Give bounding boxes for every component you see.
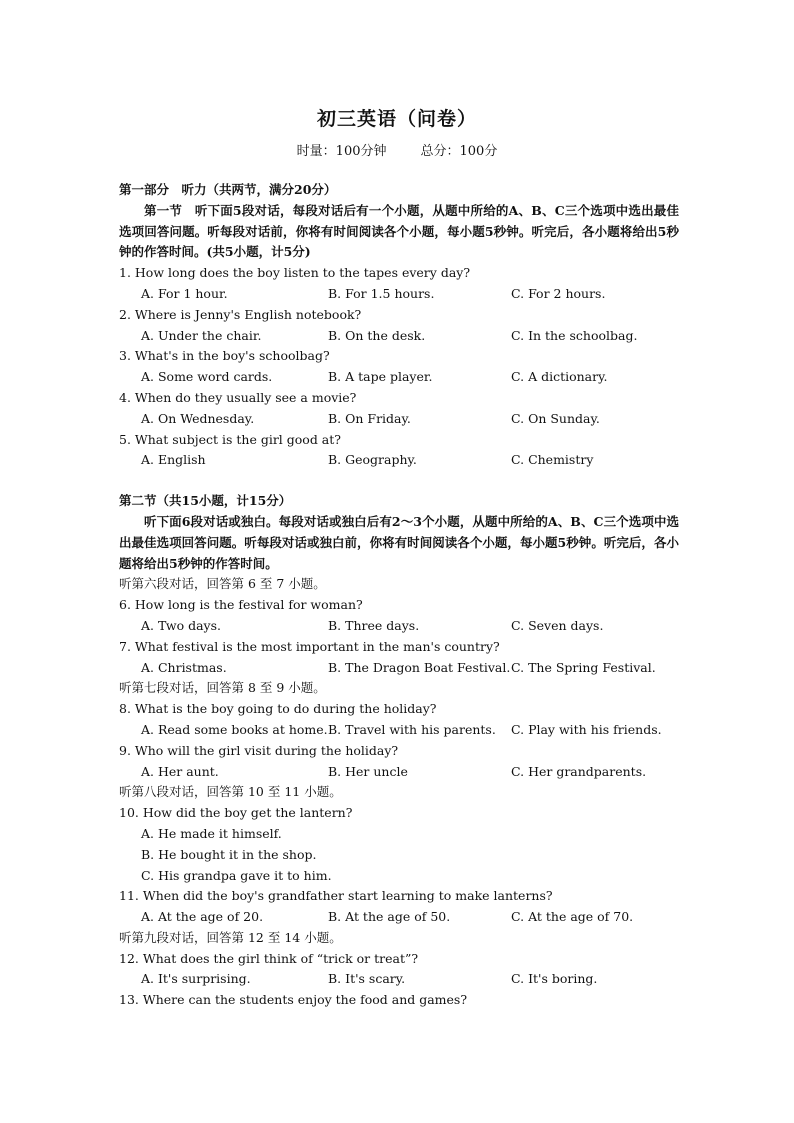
option-c: C. In the schoolbag. — [511, 327, 638, 343]
total-score: 总分：100分 — [420, 144, 498, 159]
question-11 — [119, 886, 679, 928]
option-b: B. Her uncle — [328, 763, 408, 779]
exam-info — [0, 140, 794, 159]
option-c: C. Her grandparents. — [511, 763, 647, 779]
question-text: 12. What does the girl think of “trick or treat”? — [119, 950, 419, 966]
question-1 — [119, 263, 679, 305]
option-a: A. Her aunt. — [141, 763, 219, 779]
options-row — [119, 409, 679, 430]
dialogue-8-note: 听第八段对话，回答第 10 至 11 小题。 — [119, 784, 342, 800]
option-c: C. A dictionary. — [511, 369, 608, 385]
option-b: B. At the age of 50. — [328, 909, 451, 925]
option-b: B. A tape player. — [328, 369, 433, 385]
option-b: B. Travel with his parents. — [328, 721, 496, 737]
option-b: B. He bought it in the shop. — [141, 846, 317, 862]
dialogue-6-note: 听第六段对话，回答第 6 至 7 小题。 — [119, 576, 326, 592]
options-row — [119, 969, 679, 990]
part1-heading: 第一部分 听力（共两节，满分20分） — [119, 182, 337, 197]
option-c: C. It's boring. — [511, 971, 598, 987]
page-title: 初三英语（问卷） — [316, 108, 477, 130]
option-c: C. Play with his friends. — [511, 721, 662, 737]
option-c: C. On Sunday. — [511, 410, 600, 426]
question-text: 3. What's in the boy's schoolbag? — [119, 348, 330, 364]
option-a: A. Christmas. — [141, 659, 227, 675]
option-a: A. It's surprising. — [141, 971, 251, 987]
question-text: 1. How long does the boy listen to the tapes every day? — [119, 265, 471, 281]
option-a: A. On Wednesday. — [141, 410, 255, 426]
dialogue-9-note: 听第九段对话，回答第 12 至 14 小题。 — [119, 929, 342, 945]
question-7 — [119, 637, 679, 679]
question-10 — [119, 803, 679, 886]
question-5 — [119, 430, 679, 472]
question-text: 10. How did the boy get the lantern? — [119, 805, 353, 821]
question-text: 5. What subject is the girl good at? — [119, 431, 341, 447]
option-a: A. Two days. — [141, 617, 221, 633]
question-text: 8. What is the boy going to do during the holiday? — [119, 701, 437, 717]
section2-instruction: 听下面6段对话或独白。每段对话或独白后有2～3个小题，从题中所给的A、B、C三个选项中选出最佳选项回答问题。听每段对话或独白前，你将有时间阅读各个小题，每小题5秒钟。听完后，各小题将给出5秒钟的作答时间。 — [119, 513, 679, 571]
question-3 — [119, 346, 679, 388]
options-row — [119, 326, 679, 347]
option-a: A. Under the chair. — [141, 327, 262, 343]
option-c: C. Chemistry — [511, 452, 594, 468]
section2-heading: 第二节（共15小题，计15分） — [119, 493, 292, 509]
option-a: A. Read some books at home. — [141, 721, 328, 737]
dialogue-7-note: 听第七段对话，回答第 8 至 9 小题。 — [119, 680, 326, 696]
question-4 — [119, 388, 679, 430]
option-a: A. English — [141, 452, 206, 468]
question-9 — [119, 741, 679, 783]
option-c: C. His grandpa gave it to him. — [141, 867, 332, 883]
option-b: B. Three days. — [328, 617, 420, 633]
option-a: A. He made it himself. — [141, 825, 282, 841]
option-c: C. The Spring Festival. — [511, 659, 656, 675]
question-6 — [119, 595, 679, 637]
options-row — [119, 907, 679, 928]
options-row — [119, 284, 679, 305]
question-text: 13. Where can the students enjoy the food and games? — [119, 992, 468, 1008]
question-text: 4. When do they usually see a movie? — [119, 389, 357, 405]
question-text: 9. Who will the girl visit during the holiday? — [119, 742, 399, 758]
options-row — [119, 367, 679, 388]
question-8 — [119, 699, 679, 741]
time-limit: 时量：100分钟 — [296, 144, 387, 159]
option-b: B. On Friday. — [328, 410, 411, 426]
question-text: 6. How long is the festival for woman? — [119, 597, 363, 613]
option-c: C. At the age of 70. — [511, 909, 634, 925]
question-text: 11. When did the boy's grandfather start learning to make lanterns? — [119, 888, 553, 904]
option-c: C. Seven days. — [511, 617, 604, 633]
option-a: A. At the age of 20. — [141, 909, 264, 925]
options-row — [119, 450, 679, 471]
question-12 — [119, 949, 679, 991]
option-b: B. The Dragon Boat Festival. — [328, 659, 511, 675]
options-row — [119, 658, 679, 679]
option-b: B. It's scary. — [328, 971, 406, 987]
option-b: B. Geography. — [328, 452, 417, 468]
question-text: 2. Where is Jenny's English notebook? — [119, 306, 362, 322]
options-row — [119, 720, 679, 741]
question-text: 7. What festival is the most important in the man's country? — [119, 638, 500, 654]
option-a: A. Some word cards. — [141, 369, 273, 385]
exam-content — [119, 180, 679, 1011]
option-b: B. For 1.5 hours. — [328, 285, 435, 301]
option-c: C. For 2 hours. — [511, 285, 606, 301]
options-row — [119, 616, 679, 637]
option-a: A. For 1 hour. — [141, 285, 228, 301]
section1-instruction: 第一节 听下面5段对话，每段对话后有一个小题，从题中所给的A、B、C三个选项中选出最佳选项回答问题。听每段对话前，你将有时间阅读各个小题，每小题5秒钟。听完后，各小题将给出5秒钟的作答时间。(共5小题，计5分) — [119, 202, 679, 260]
options-row — [119, 762, 679, 783]
question-2 — [119, 305, 679, 347]
option-b: B. On the desk. — [328, 327, 426, 343]
question-13 — [119, 990, 679, 1011]
